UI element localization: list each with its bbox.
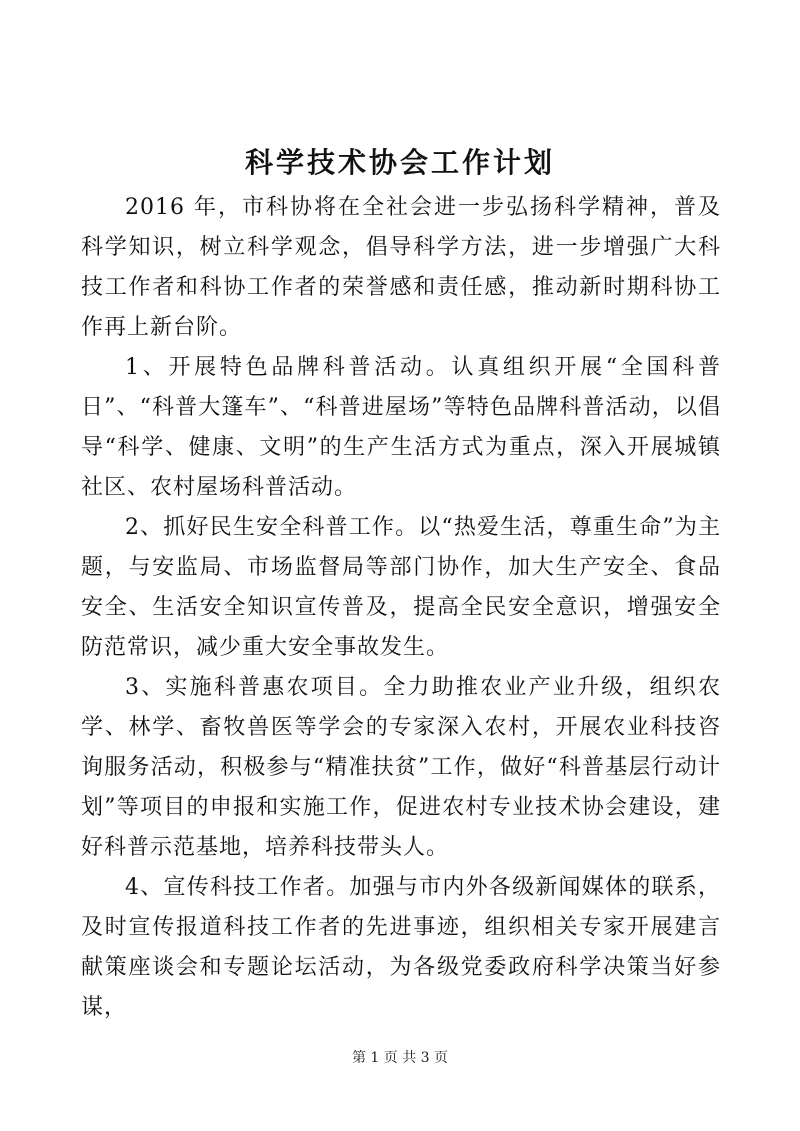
paragraph-item-2: 2、抓好民生安全科普工作。以“热爱生活，尊重生命”为主题，与安监局、市场监督局等部门协作，加大生产安全、食品安全、生活安全知识宣传普及，提高全民安全意识，增强安全防范常识，减少重大安全事故发生。 — [81, 515, 721, 660]
document-body — [81, 188, 721, 1028]
paragraph-item-4: 4、宣传科技工作者。加强与市内外各级新闻媒体的联系，及时宣传报道科技工作者的先进事迹，组织相关专家开展建言献策座谈会和专题论坛活动，为各级党委政府科学决策当好参谋， — [81, 875, 721, 1020]
page-footer: 第 1 页 共 3 页 — [351, 1050, 449, 1066]
paragraph-item-3: 3、实施科普惠农项目。全力助推农业产业升级，组织农学、林学、畜牧兽医等学会的专家深入农村，开展农业科技咨询服务活动，积极参与“精准扶贫”工作，做好“科普基层行动计划”等项目的申报和实施工作，促进农村专业技术协会建设，建好科普示范基地，培养科技带头人。 — [81, 675, 721, 860]
paragraph-intro: 2016 年，市科协将在全社会进一步弘扬科学精神，普及科学知识，树立科学观念，倡导科学方法，进一步增强广大科技工作者和科协工作者的荣誉感和责任感，推动新时期科协工作再上新台阶。 — [81, 195, 721, 340]
page-title: 科学技术协会工作计划 — [244, 146, 555, 179]
paragraph-item-1: 1、开展特色品牌科普活动。认真组织开展“全国科普日”、“科普大篷车”、“科普进屋场”等特色品牌科普活动，以倡导“科学、健康、文明”的生产生活方式为重点，深入开展城镇社区、农村屋场科普活动。 — [81, 355, 721, 500]
